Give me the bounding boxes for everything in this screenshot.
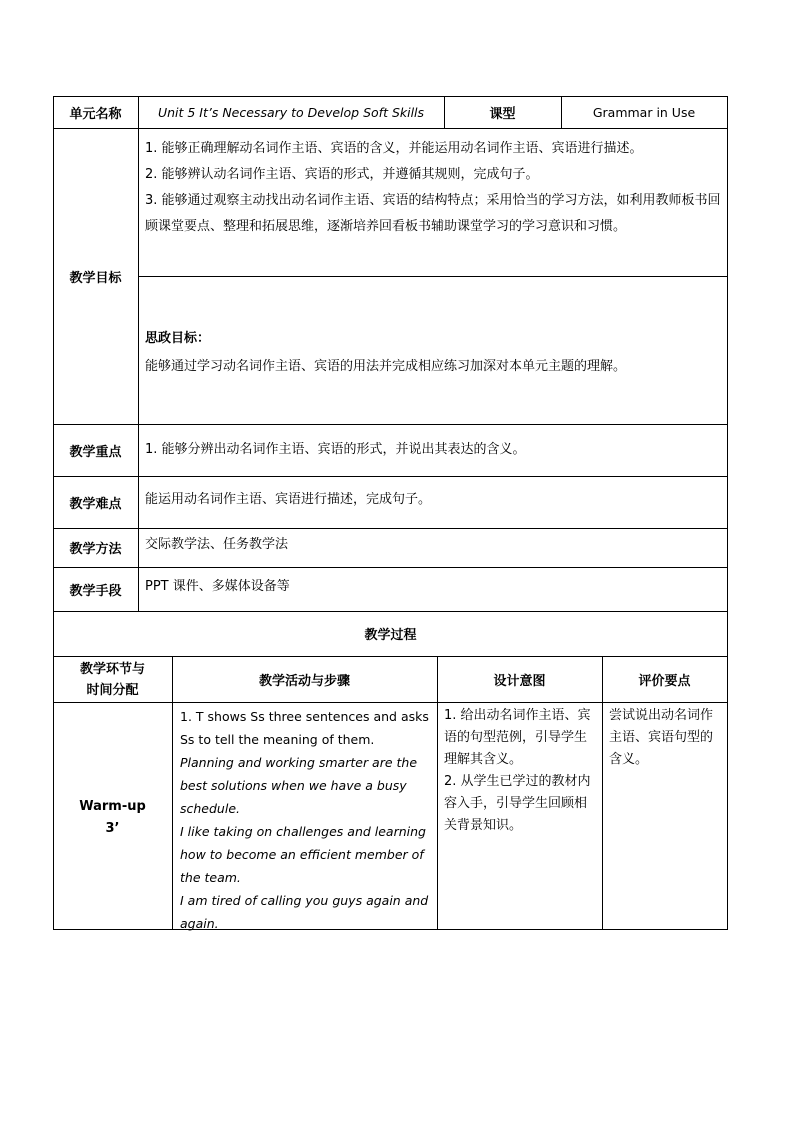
- objectives-list: [145, 136, 723, 240]
- table-right-border: [727, 96, 728, 929]
- objective-item: 2. 能够辨认动名词作主语、宾语的形式，并遵循其规则，完成句子。: [145, 167, 539, 182]
- objective-item: 1. 能够正确理解动名词作主语、宾语的含义，并能运用动名词作主语、宾语进行描述。: [145, 141, 643, 156]
- process-title: 教学过程: [364, 628, 417, 643]
- difficulties-text: 能运用动名词作主语、宾语进行描述，完成句子。: [145, 492, 432, 507]
- activity-intro: 1. T shows Ss three sentences and asks Ss to tell the meaning of them.: [180, 709, 429, 747]
- ideology-text: 能够通过学习动名词作主语、宾语的用法并完成相应练习加深对本单元主题的理解。: [145, 359, 627, 374]
- key-points-text: 1. 能够分辨出动名词作主语、宾语的形式，并说出其表达的含义。: [145, 442, 526, 457]
- unit-label: 单元名称: [69, 106, 122, 122]
- col-header-stage: 教学环节与 时间分配: [79, 662, 145, 698]
- col-header-activities: 教学活动与步骤: [258, 673, 350, 689]
- unit-name: Unit 5 It’s Necessary to Develop Soft Skills: [157, 104, 425, 120]
- means-label: 教学手段: [69, 583, 122, 599]
- stage-time: 3’: [105, 821, 120, 836]
- row-divider: [138, 276, 728, 277]
- intent-item: 2. 从学生已学过的教材内容入手，引导学生回顾相关背景知识。: [444, 774, 591, 833]
- difficulties-label: 教学难点: [69, 496, 122, 512]
- key-points-label: 教学重点: [69, 444, 122, 460]
- methods-label: 教学方法: [69, 542, 122, 557]
- row-divider: [53, 476, 728, 477]
- means-text: PPT 课件、多媒体设备等: [145, 579, 290, 594]
- stage-cell: [53, 796, 172, 840]
- activities-cell: [180, 705, 432, 935]
- evaluation-cell: 尝试说出动名词作主语、宾语句型的含义。: [609, 708, 714, 767]
- objectives-label: 教学目标: [69, 270, 122, 286]
- col-header-intent: 设计意图: [493, 673, 546, 689]
- example-sentence: Planning and working smarter are the best solutions when we have a busy schedule.: [180, 755, 418, 816]
- row-divider: [53, 702, 728, 703]
- stage-name: Warm-up: [79, 799, 146, 814]
- example-sentence: I like taking on challenges and learning how to become an efficient member of the team.: [180, 824, 426, 885]
- ideology-title: 思政目标：: [145, 331, 211, 346]
- objective-item: 3. 能够通过观察主动找出动名词作主语、宾语的结构特点；采用恰当的学习方法，如利用教师板书回顾课堂要点、整理和拓展思维，逐渐培养回看板书辅助课堂学习的学习意识和习惯。: [145, 193, 721, 234]
- lesson-type-value: Grammar in Use: [592, 104, 696, 120]
- row-divider: [53, 567, 728, 568]
- methods-text: 交际教学法、任务教学法: [145, 537, 289, 552]
- col-header-evaluation: 评价要点: [638, 673, 691, 689]
- example-sentence: I am tired of calling you guys again and again.: [180, 893, 429, 931]
- intent-item: 1. 给出动名词作主语、宾语的句型范例，引导学生理解其含义。: [444, 708, 591, 767]
- row-divider: [53, 128, 728, 129]
- intent-cell: [444, 705, 598, 837]
- row-divider: [53, 528, 728, 529]
- col-divider: [138, 96, 139, 611]
- lesson-type-label: 课型: [489, 106, 516, 122]
